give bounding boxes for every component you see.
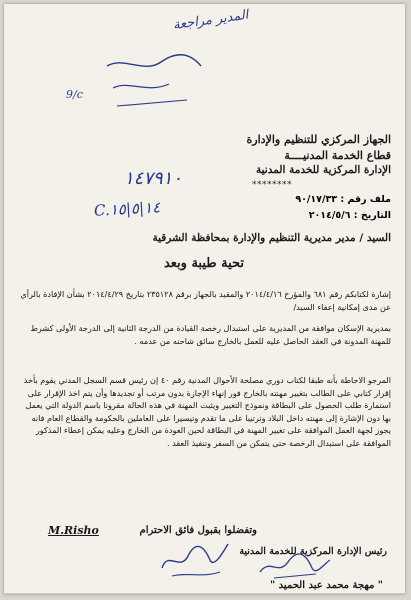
- closing-line: وتفضلوا بقبول فائق الاحترام: [139, 525, 257, 536]
- signatory-signature: [254, 550, 334, 582]
- second-signature: [154, 538, 234, 582]
- date-label: التاريخ :: [353, 210, 391, 221]
- date-row: [221, 210, 391, 221]
- handwritten-note: المدير مراجعة: [172, 7, 250, 34]
- file-number-label: ملف رقم :: [340, 194, 391, 205]
- handwritten-scribble-icon: [99, 44, 209, 114]
- incoming-date: C.١٤|٥|١٥: [93, 198, 161, 220]
- letter-page: [4, 4, 405, 594]
- letterhead-line-3: الإدارة المركزية للخدمة المدنية: [256, 164, 391, 176]
- recipient-line: السيد / مدير مديرية التنظيم والإدارة بمحافظة الشرقية: [152, 232, 391, 244]
- file-number-row: [221, 194, 391, 205]
- body-paragraph-1: إشارة لكتابكم رقم ٦٨١ والمؤرخ ٢٠١٤/٤/١٦ والمقيد بالجهاز برقم ٢٣٥١٢٨ بتاريخ ٢٠١٤/٤/٢٩ بشأن الإفادة بالرأي عن مدى إمكانية إعفاء السيد/: [20, 289, 391, 312]
- date-value: ٢٠١٤/٥/٦: [308, 210, 351, 221]
- letterhead-stars: ********: [252, 180, 292, 190]
- signatory-title: رئيس الإدارة المركزية للخدمة المدنية: [239, 546, 387, 557]
- forward-mark: 9/c: [66, 88, 83, 101]
- letterhead-line-2: قطاع الخدمة المدنيــــة: [284, 149, 391, 162]
- file-number-value: ٩٠/١٧/٣٣: [295, 194, 338, 205]
- signatory-name: " مهجة محمد عبد الحميد ": [269, 580, 383, 591]
- body-paragraph-3: المرجو الاحاطة بأنه طبقا لكتاب دوري مصلحة الأحوال المدنية رقم ٤٠ إن رئيس قسم السجل المدني يقوم بأخذ إقرار كتابي على الطالب بتغيير مهنته بالخارج فور إنهاء الإجازة بدون مرتب أو تجديدها وأن يتم اخذ الإقرار على استمارة طلب الحصول على البطاقة ونموذج التغيير ويثبت المهنة في هذه الحالة مقرونا باسم الدولة التي يعمل بها دون الإشارة إلى مهنته داخل البلاد وترتيبا على ما تقدم وتيسيرا على العاملين بالحكومة والقطاع العام فانه يجوز لجهة العمل الموافقة على تغيير المهنة في البطاقة لحين العودة من الخارج وعليه يمكن إعطاء المذكور الموافقة على استبدال الرخصة حتى يتمكن من السفر وتنفيذ العقد .: [23, 375, 391, 448]
- incoming-number: ١٤٧٩١٠: [124, 168, 183, 189]
- body-paragraph-2: بمديرية الإسكان موافقة من المديرية على استبدال رخصة القيادة من الدرجة الثانية إلى الدرجة الأولى كشرط للمهنة المدونة في العقد الحاصل عليه للعمل بالخارج سائق شاحنه من عدمه .: [30, 323, 391, 346]
- letterhead-line-1: الجهاز المركزي للتنظيم والإدارة: [246, 133, 391, 146]
- page-bottom-edge: [4, 593, 405, 594]
- greeting: تحية طيبة وبعد: [163, 256, 245, 271]
- typist-initials: M.Risho: [48, 524, 99, 537]
